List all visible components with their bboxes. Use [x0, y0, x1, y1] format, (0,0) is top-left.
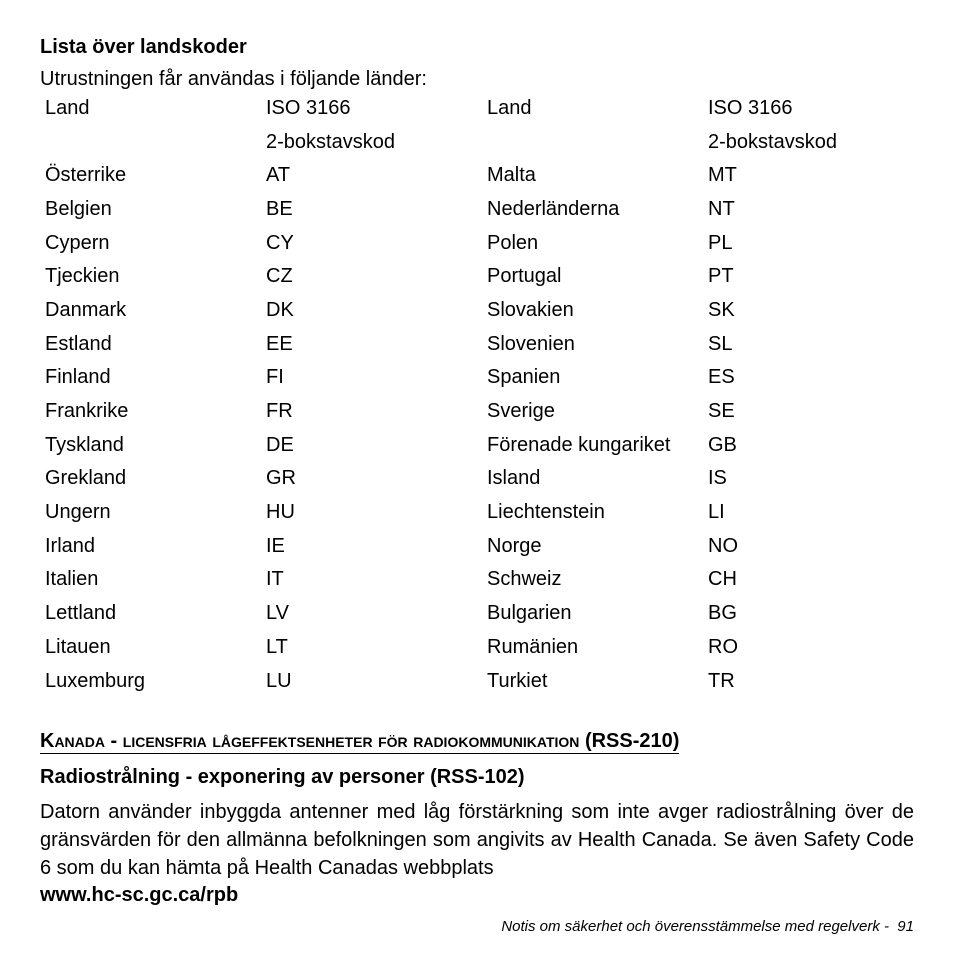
country-name-cell: Spanien — [487, 366, 561, 389]
table-row — [40, 630, 873, 664]
table-row — [40, 259, 873, 293]
country-code-cell: IT — [266, 568, 284, 591]
country-code-cell: AT — [266, 164, 291, 187]
country-name-cell: Tjeckien — [45, 265, 120, 288]
header-cell: Land — [487, 96, 532, 119]
body-paragraph: Datorn använder inbyggda antenner med låg förstärkning som inte avger radiostrålning över de gränsvärden för den allmänna befolkningen som angivits av Health Canada. Se även Safety Code 6 som du kan hämta på Health Canadas webbplats — [40, 801, 914, 879]
subheading: Radiostrålning - exponering av personer (RSS-102) — [40, 766, 525, 788]
header-cell: ISO 3166 — [266, 96, 351, 119]
country-code-cell: SE — [708, 400, 735, 423]
table-row — [40, 361, 873, 395]
country-name-cell: Irland — [45, 534, 96, 557]
table-row — [40, 563, 873, 597]
country-code-cell: SL — [708, 332, 733, 355]
country-name-cell: Förenade kungariket — [487, 433, 671, 456]
table-row — [40, 664, 873, 698]
country-code-cell: NT — [708, 197, 735, 220]
header-cell — [482, 125, 703, 159]
country-code-table — [40, 91, 873, 697]
country-code-cell: FR — [266, 400, 293, 423]
country-name-cell: Luxemburg — [45, 669, 146, 692]
table-row — [40, 428, 873, 462]
country-name-cell: Estland — [45, 332, 112, 355]
table-row — [40, 327, 873, 361]
country-name-cell: Sverige — [487, 400, 555, 423]
country-code-cell: BE — [266, 197, 293, 220]
country-name-cell: Slovakien — [487, 298, 574, 321]
country-name-cell: Cypern — [45, 231, 110, 254]
table-row — [40, 192, 873, 226]
country-name-cell: Italien — [45, 568, 99, 591]
country-name-cell: Belgien — [45, 197, 112, 220]
country-code-cell: CH — [708, 568, 737, 591]
country-code-cell: PL — [708, 231, 733, 254]
country-name-cell: Frankrike — [45, 400, 129, 423]
country-list-heading: Lista över landskoder — [40, 36, 247, 58]
country-code-cell: NO — [708, 534, 738, 557]
country-code-cell: BG — [708, 602, 737, 625]
header-cell: 2-bokstavskod — [266, 130, 395, 153]
website-url: www.hc-sc.gc.ca/rpb — [40, 884, 239, 906]
country-name-cell: Ungern — [45, 501, 111, 524]
country-code-cell: DK — [266, 298, 294, 321]
country-name-cell: Lettland — [45, 602, 117, 625]
country-name-cell: Grekland — [45, 467, 127, 490]
country-code-cell: IE — [266, 534, 285, 557]
table-row — [40, 158, 873, 192]
country-code-cell: GB — [708, 433, 737, 456]
country-name-cell: Portugal — [487, 265, 562, 288]
table-row — [40, 495, 873, 529]
country-name-cell: Österrike — [45, 164, 127, 187]
country-code-cell: PT — [708, 265, 734, 288]
country-name-cell: Polen — [487, 231, 539, 254]
country-name-cell: Nederländerna — [487, 197, 620, 220]
country-name-cell: Island — [487, 467, 541, 490]
country-name-cell: Malta — [487, 164, 536, 187]
country-code-cell: GR — [266, 467, 296, 490]
country-code-cell: LU — [266, 669, 292, 692]
country-name-cell: Norge — [487, 534, 542, 557]
country-code-cell: IS — [708, 467, 727, 490]
country-code-cell: ES — [708, 366, 735, 389]
table-row — [40, 394, 873, 428]
table-row — [40, 529, 873, 563]
table-header-row — [40, 91, 873, 125]
page-footer: Notis om säkerhet och överensstämmelse med regelverk - 91 — [501, 918, 914, 935]
country-code-cell: MT — [708, 164, 737, 187]
country-name-cell: Liechtenstein — [487, 501, 605, 524]
country-name-cell: Tyskland — [45, 433, 124, 456]
country-code-cell: LI — [708, 501, 725, 524]
header-cell — [40, 125, 261, 159]
country-name-cell: Finland — [45, 366, 111, 389]
intro-text: Utrustningen får användas i följande länder: — [40, 68, 427, 90]
table-row — [40, 293, 873, 327]
table-row — [40, 226, 873, 260]
country-name-cell: Slovenien — [487, 332, 575, 355]
country-code-cell: TR — [708, 669, 735, 692]
country-name-cell: Danmark — [45, 298, 127, 321]
country-name-cell: Bulgarien — [487, 602, 572, 625]
country-code-cell: CZ — [266, 265, 293, 288]
header-cell: 2-bokstavskod — [708, 130, 837, 153]
country-name-cell: Rumänien — [487, 635, 579, 658]
country-code-cell: RO — [708, 635, 738, 658]
header-cell: ISO 3166 — [708, 96, 793, 119]
country-name-cell: Turkiet — [487, 669, 548, 692]
country-code-cell: LV — [266, 602, 289, 625]
country-name-cell: Litauen — [45, 635, 111, 658]
table-row — [40, 596, 873, 630]
country-code-cell: SK — [708, 298, 735, 321]
country-code-cell: LT — [266, 635, 288, 658]
country-name-cell: Schweiz — [487, 568, 562, 591]
country-code-cell: HU — [266, 501, 295, 524]
country-code-cell: FI — [266, 366, 284, 389]
section-title: Kanada - licensfria lågeffektsenheter för radiokommunikation (RSS-210) — [40, 730, 680, 752]
table-row — [40, 462, 873, 496]
country-code-cell: EE — [266, 332, 293, 355]
country-code-cell: DE — [266, 433, 294, 456]
table-header-row — [40, 125, 873, 159]
header-cell: Land — [45, 96, 90, 119]
country-code-cell: CY — [266, 231, 294, 254]
